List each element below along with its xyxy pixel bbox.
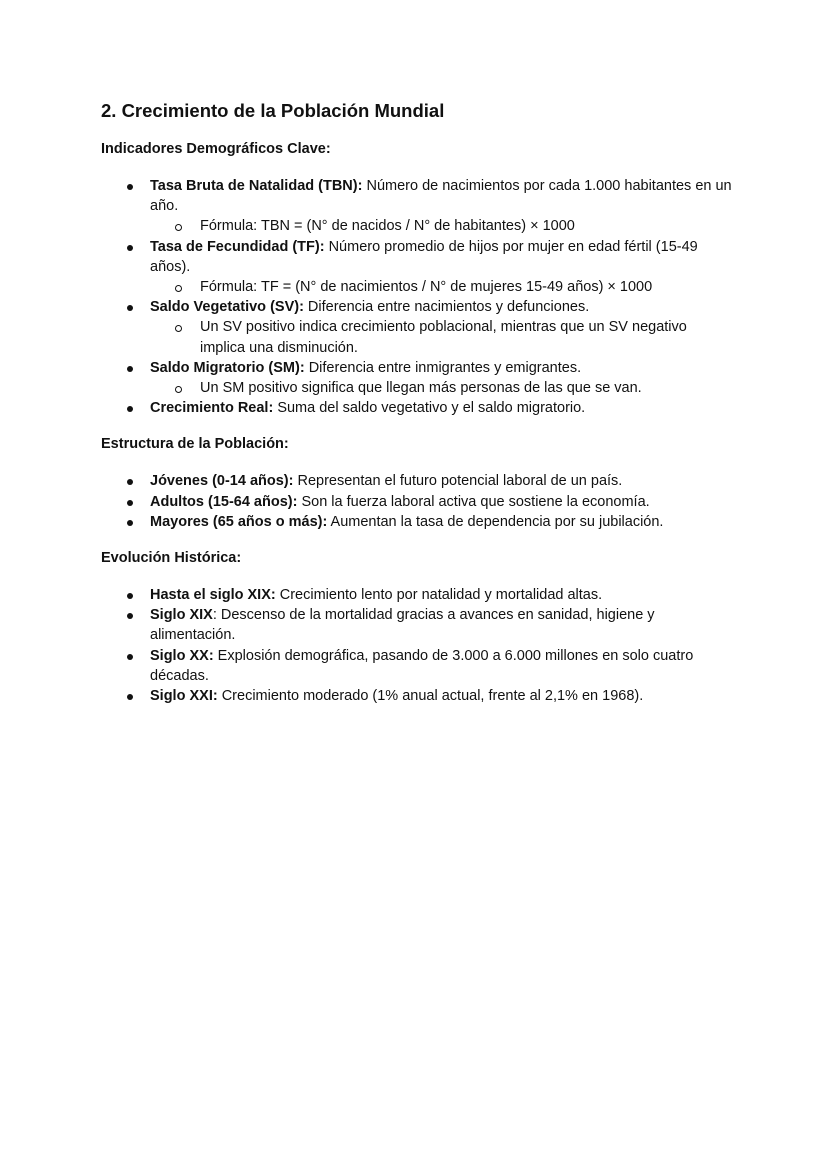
sub-list-item: Fórmula: TF = (N° de nacimientos / N° de mujeres 15-49 años) × 1000 (150, 277, 741, 297)
section-heading-evolucion: Evolución Histórica: (101, 550, 242, 567)
sub-list-item: Un SM positivo significa que llegan más personas de las que se van. (150, 378, 741, 398)
item-term: Siglo XX: (150, 647, 214, 664)
item-text: Representan el futuro potencial laboral de un país. (293, 473, 623, 490)
list-item (101, 471, 741, 491)
item-term: Tasa Bruta de Natalidad (TBN): (150, 178, 363, 194)
item-term: Crecimiento Real: (150, 400, 274, 417)
list-item (101, 358, 741, 398)
item-text: Explosión demográfica, pasando de 3.000 a 6.000 millones en solo cuatro décadas. (150, 647, 694, 684)
list-item (101, 512, 741, 532)
sub-list-item: Fórmula: TBN = (N° de nacidos / N° de habitantes) × 1000 (150, 216, 741, 236)
item-term: Siglo XXI: (150, 688, 218, 705)
document-title: 2. Crecimiento de la Población Mundial (101, 100, 445, 121)
indicadores-list (101, 176, 741, 418)
item-term: Jóvenes (0-14 años): (150, 473, 294, 490)
document-page (101, 99, 741, 706)
item-text: Suma del saldo vegetativo y el saldo migratorio. (273, 400, 586, 417)
list-item (101, 605, 741, 645)
list-item (101, 176, 741, 237)
item-term: Saldo Migratorio (SM): (150, 359, 305, 376)
item-term: Siglo XIX (150, 607, 213, 624)
item-term: Mayores (65 años o más): (150, 513, 328, 530)
list-item (101, 585, 741, 605)
item-text: Diferencia entre nacimientos y defunciones. (303, 299, 590, 316)
item-text: Aumentan la tasa de dependencia por su jubilación. (327, 513, 664, 530)
section-heading-estructura: Estructura de la Población: (101, 436, 289, 453)
item-text: Crecimiento lento por natalidad y mortalidad altas. (275, 587, 603, 604)
item-term: Hasta el siglo XIX: (150, 587, 276, 604)
section-heading-indicadores: Indicadores Demográficos Clave: (101, 141, 331, 157)
item-text: : Descenso de la mortalidad gracias a avances en sanidad, higiene y alimentación. (150, 607, 655, 644)
item-term: Adultos (15-64 años): (150, 493, 298, 510)
evolucion-list (101, 585, 741, 706)
item-text: Número promedio de hijos por mujer en edad fértil (15-49 años). (150, 238, 698, 275)
list-item (101, 646, 741, 686)
item-term: Tasa de Fecundidad (TF): (150, 238, 325, 255)
list-item (101, 686, 741, 706)
list-item (101, 297, 741, 358)
item-text: Diferencia entre inmigrantes y emigrantes. (304, 359, 582, 376)
item-term: Saldo Vegetativo (SV): (150, 299, 304, 316)
item-text: Son la fuerza laboral activa que sostiene la economía. (297, 493, 650, 510)
estructura-list (101, 471, 741, 532)
list-item (101, 492, 741, 512)
item-text: Número de nacimientos por cada 1.000 habitantes en un año. (150, 178, 732, 215)
list-item (101, 237, 741, 298)
list-item (101, 398, 741, 418)
item-text: Crecimiento moderado (1% anual actual, frente al 2,1% en 1968). (217, 688, 644, 705)
sub-list-item: Un SV positivo indica crecimiento poblacional, mientras que un SV negativo implica una disminución. (150, 317, 741, 357)
